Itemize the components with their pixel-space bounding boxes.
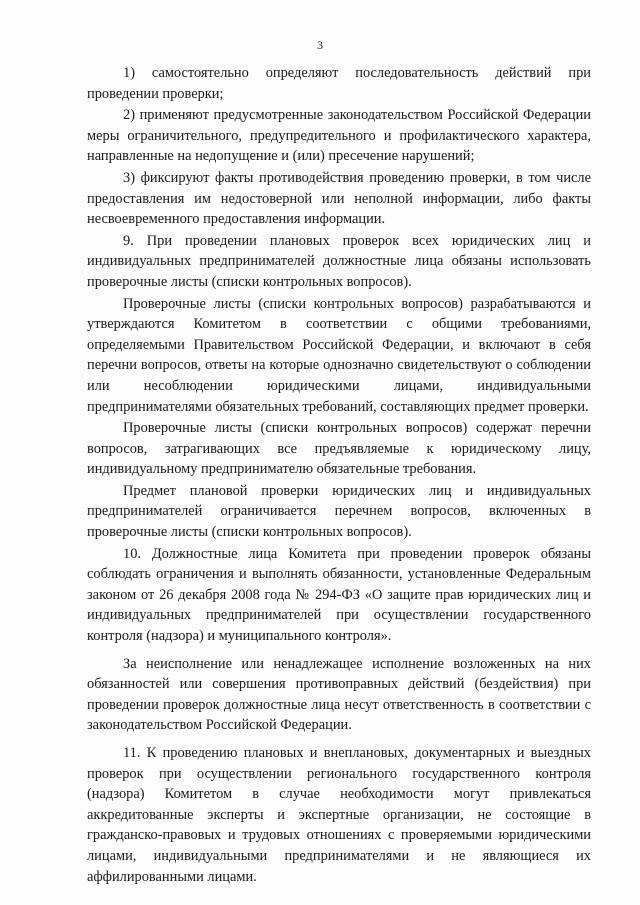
paragraph-item-9-checklists: 9. При проведении плановых проверок всех юридических лиц и индивидуальных предпринимателей должностные лица обязаны использовать проверочные листы (списки контрольных вопросов). — [87, 232, 591, 290]
paragraph-liability: За неисполнение или ненадлежащее исполнение возложенных на них обязанностей или совершения противоправных действий (бездействия) при проведении проверок должностные лица несут ответственность в соответствии с законодательством Российской Федерации. — [87, 655, 591, 734]
paragraph-inspection-subject: Предмет плановой проверки юридических лиц и индивидуальных предпринимателей ограничивается перечнем вопросов, включенных в проверочные листы (списки контрольных вопросов). — [87, 482, 591, 541]
paragraph-self-determine-sequence: 1) самостоятельно определяют последовательность действий при проведении проверки; — [87, 65, 591, 102]
paragraph-item-10-officials-duties: 10. Должностные лица Комитета при проведении проверок обязаны соблюдать ограничения и выполнять обязанности, установленные Федеральным законом от 26 декабря 2008 года № 294-ФЗ «О защите прав юридических лиц и индивидуальных предпринимателей при осуществлении государственного контроля (надзора) и муниципального контроля». — [87, 545, 591, 645]
paragraph-checklists-development: Проверочные листы (списки контрольных вопросов) разрабатываются и утверждаются Комитетом в соответствии с общими требованиями, определяемыми Правительством Российской Федерации, и включают в себя перечни вопросов, ответы на которые однозначно свидетельствуют о соблюдении или несоблюдении юридическими лицами, индивидуальными предпринимателями обязательных требований, составляющих предмет проверки. — [87, 295, 591, 415]
paragraph-checklists-contents: Проверочные листы (списки контрольных вопросов) содержат перечни вопросов, затрагивающих все предъявляемые к юридическому лицу, индивидуальному предпринимателю обязательные требования. — [87, 420, 591, 478]
paragraph-apply-measures: 2) применяют предусмотренные законодательством Российской Федерации меры ограничительного, предупредительного и профилактического характера, направленные на недопущение и (или) пресечение нарушений; — [87, 107, 591, 165]
paragraph-record-obstruction: 3) фиксируют факты противодействия проведению проверки, в том числе предоставления им недостоверной или неполной информации, либо факты несвоевременного предоставления информации. — [87, 169, 591, 228]
paragraph-item-11-experts: 11. К проведению плановых и внеплановых, документарных и выездных проверок при осуществлении регионального государственного контроля (надзора) Комитетом в случае необходимости могут привлекаться аккредитованные эксперты и экспертные организации, не состоящие в гражданско-правовых и трудовых отношениях с проверяемыми юридическими лицами, индивидуальными предпринимателями и не являющиеся их аффилированными лицами. — [87, 745, 591, 885]
page-number: 3 — [317, 38, 323, 52]
document-body — [87, 63, 591, 888]
